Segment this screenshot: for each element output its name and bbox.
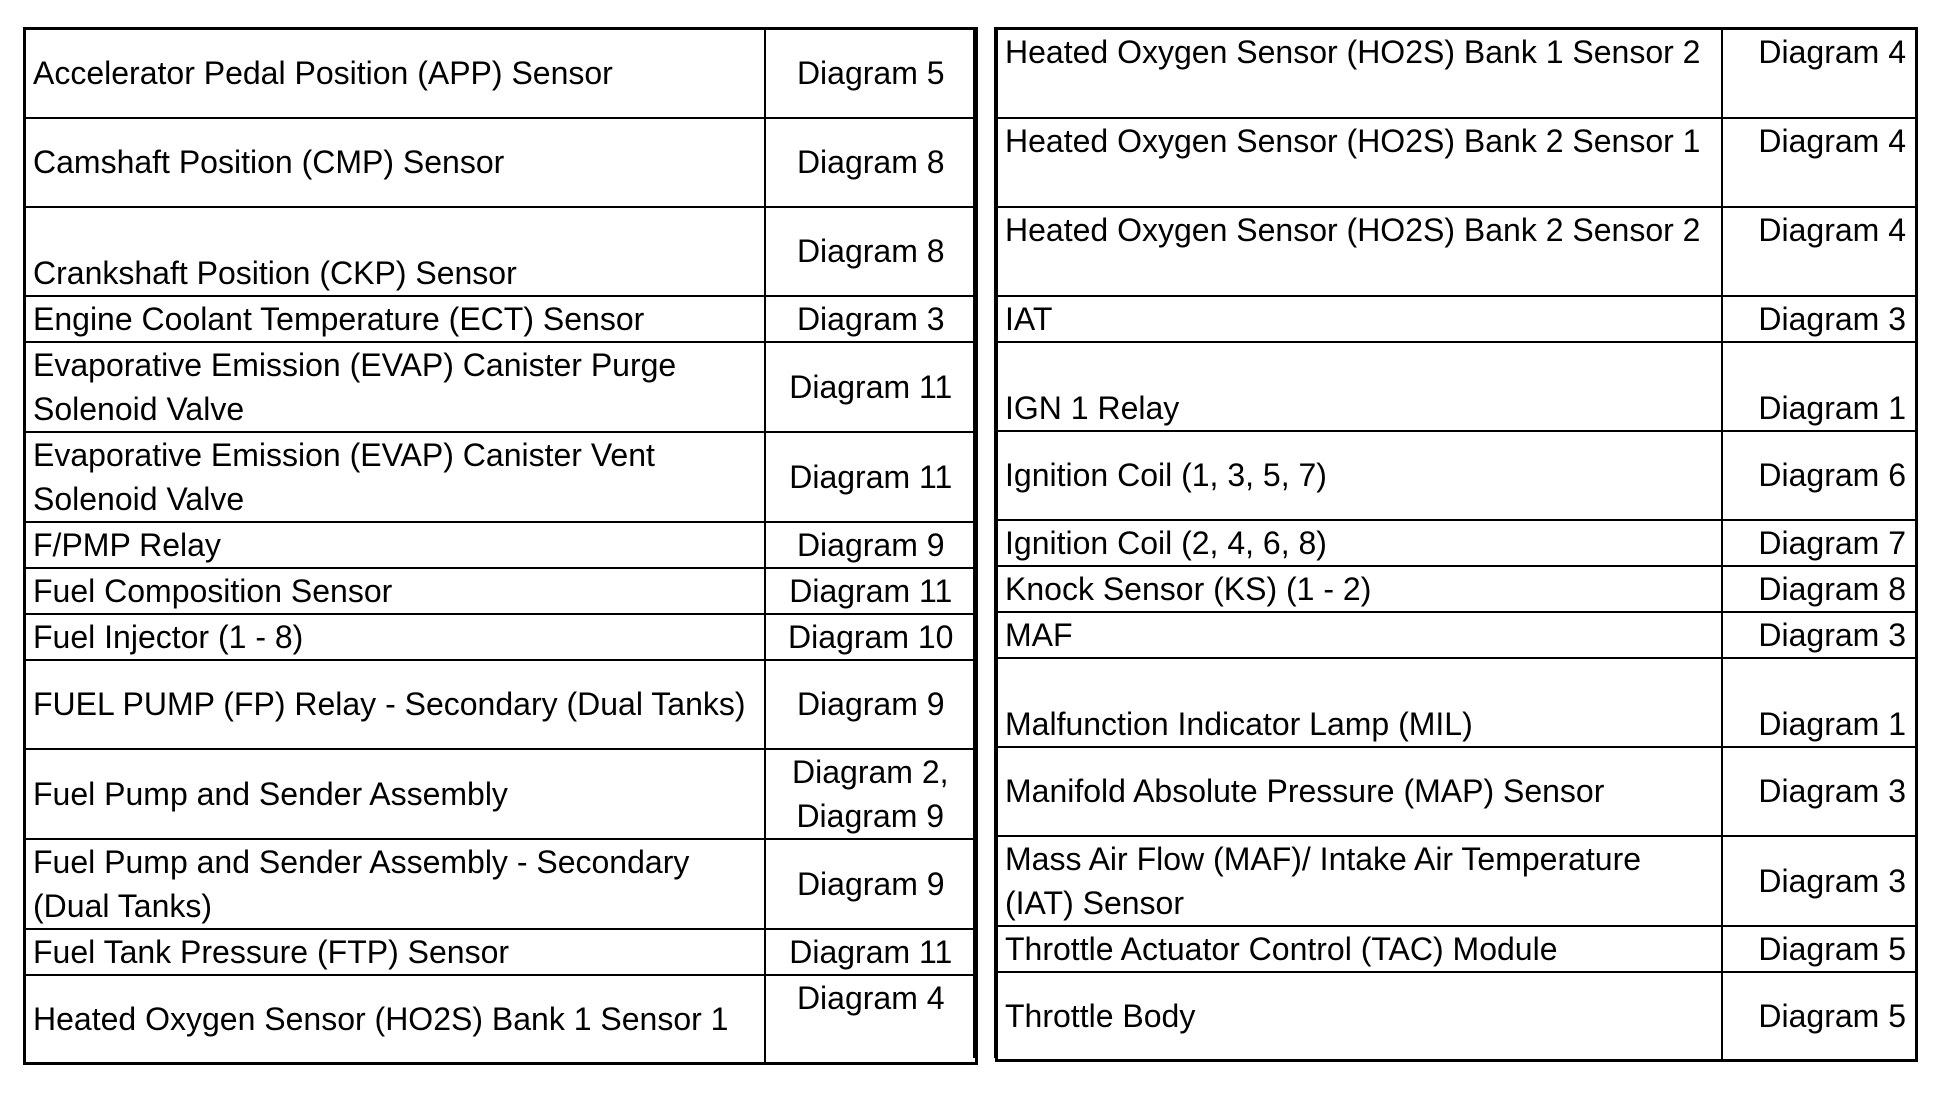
component-name: MAF <box>997 612 1722 658</box>
component-name: Manifold Absolute Pressure (MAP) Sensor <box>997 747 1722 836</box>
table-row <box>997 972 1917 1061</box>
component-name: Engine Coolant Temperature (ECT) Sensor <box>25 296 765 342</box>
diagram-ref: Diagram 5 <box>765 29 977 118</box>
table-row <box>25 207 977 296</box>
diagram-ref: Diagram 4 <box>765 975 977 1064</box>
diagram-ref: Diagram 3 <box>1722 612 1917 658</box>
diagram-ref: Diagram 4 <box>1722 29 1917 118</box>
diagram-ref: Diagram 6 <box>1722 431 1917 520</box>
component-name: IGN 1 Relay <box>997 342 1722 431</box>
table-row <box>997 296 1917 342</box>
table-row <box>25 522 977 568</box>
diagram-ref: Diagram 9 <box>765 522 977 568</box>
table-row <box>25 568 977 614</box>
component-name: Ignition Coil (1, 3, 5, 7) <box>997 431 1722 520</box>
component-name: Malfunction Indicator Lamp (MIL) <box>997 658 1722 747</box>
diagram-ref: Diagram 10 <box>765 614 977 660</box>
component-table-left <box>23 27 978 1065</box>
table-row <box>997 29 1917 118</box>
component-name: F/PMP Relay <box>25 522 765 568</box>
diagram-ref: Diagram 8 <box>765 207 977 296</box>
table-row <box>997 342 1917 431</box>
component-name: Heated Oxygen Sensor (HO2S) Bank 2 Sensor 1 <box>997 118 1722 207</box>
component-name: Fuel Pump and Sender Assembly - Secondary (Dual Tanks) <box>25 839 765 929</box>
table-row <box>997 207 1917 296</box>
component-name: Accelerator Pedal Position (APP) Sensor <box>25 29 765 118</box>
component-name: Camshaft Position (CMP) Sensor <box>25 118 765 207</box>
diagram-ref: Diagram 9 <box>765 839 977 929</box>
component-table-right <box>995 27 1918 1062</box>
table-divider <box>973 27 997 1058</box>
diagram-ref: Diagram 3 <box>1722 747 1917 836</box>
diagram-ref: Diagram 5 <box>1722 972 1917 1061</box>
component-name: FUEL PUMP (FP) Relay - Secondary (Dual Tanks) <box>25 660 765 749</box>
table-row <box>25 839 977 929</box>
component-name: Mass Air Flow (MAF)/ Intake Air Temperature (IAT) Sensor <box>997 836 1722 926</box>
diagram-ref: Diagram 1 <box>1722 658 1917 747</box>
diagram-ref: Diagram 7 <box>1722 520 1917 566</box>
diagram-ref: Diagram 11 <box>765 568 977 614</box>
table-row <box>25 660 977 749</box>
table-row <box>25 296 977 342</box>
diagram-ref: Diagram 11 <box>765 342 977 432</box>
table-row <box>997 926 1917 972</box>
diagram-ref: Diagram 9 <box>765 660 977 749</box>
component-name: IAT <box>997 296 1722 342</box>
table-row <box>25 614 977 660</box>
table-row <box>997 836 1917 926</box>
diagram-ref: Diagram 4 <box>1722 118 1917 207</box>
table-row <box>25 342 977 432</box>
table-row <box>997 566 1917 612</box>
component-name: Heated Oxygen Sensor (HO2S) Bank 1 Sensor 2 <box>997 29 1722 118</box>
table-row <box>997 520 1917 566</box>
component-name: Crankshaft Position (CKP) Sensor <box>25 207 765 296</box>
table-row <box>997 118 1917 207</box>
diagram-ref: Diagram 11 <box>765 929 977 975</box>
table-row <box>997 431 1917 520</box>
table-row <box>25 929 977 975</box>
component-name: Heated Oxygen Sensor (HO2S) Bank 1 Sensor 1 <box>25 975 765 1064</box>
diagram-ref: Diagram 8 <box>1722 566 1917 612</box>
table-row <box>997 658 1917 747</box>
diagram-ref: Diagram 3 <box>1722 836 1917 926</box>
component-name: Evaporative Emission (EVAP) Canister Purge Solenoid Valve <box>25 342 765 432</box>
diagram-ref: Diagram 5 <box>1722 926 1917 972</box>
diagram-ref: Diagram 1 <box>1722 342 1917 431</box>
component-name: Ignition Coil (2, 4, 6, 8) <box>997 520 1722 566</box>
table-row <box>25 118 977 207</box>
table-row <box>25 432 977 522</box>
component-name: Heated Oxygen Sensor (HO2S) Bank 2 Sensor 2 <box>997 207 1722 296</box>
component-name: Fuel Composition Sensor <box>25 568 765 614</box>
diagram-ref: Diagram 4 <box>1722 207 1917 296</box>
table-row <box>25 749 977 839</box>
diagram-ref: Diagram 8 <box>765 118 977 207</box>
table-row <box>997 612 1917 658</box>
component-name: Fuel Injector (1 - 8) <box>25 614 765 660</box>
component-name: Throttle Body <box>997 972 1722 1061</box>
diagram-ref: Diagram 11 <box>765 432 977 522</box>
table-row <box>25 975 977 1064</box>
table-row <box>997 747 1917 836</box>
component-name: Knock Sensor (KS) (1 - 2) <box>997 566 1722 612</box>
diagram-ref: Diagram 3 <box>765 296 977 342</box>
component-name: Fuel Pump and Sender Assembly <box>25 749 765 839</box>
component-name: Throttle Actuator Control (TAC) Module <box>997 926 1722 972</box>
component-name: Evaporative Emission (EVAP) Canister Vent Solenoid Valve <box>25 432 765 522</box>
component-name: Fuel Tank Pressure (FTP) Sensor <box>25 929 765 975</box>
diagram-ref: Diagram 2, Diagram 9 <box>765 749 977 839</box>
table-row <box>25 29 977 118</box>
diagram-ref: Diagram 3 <box>1722 296 1917 342</box>
